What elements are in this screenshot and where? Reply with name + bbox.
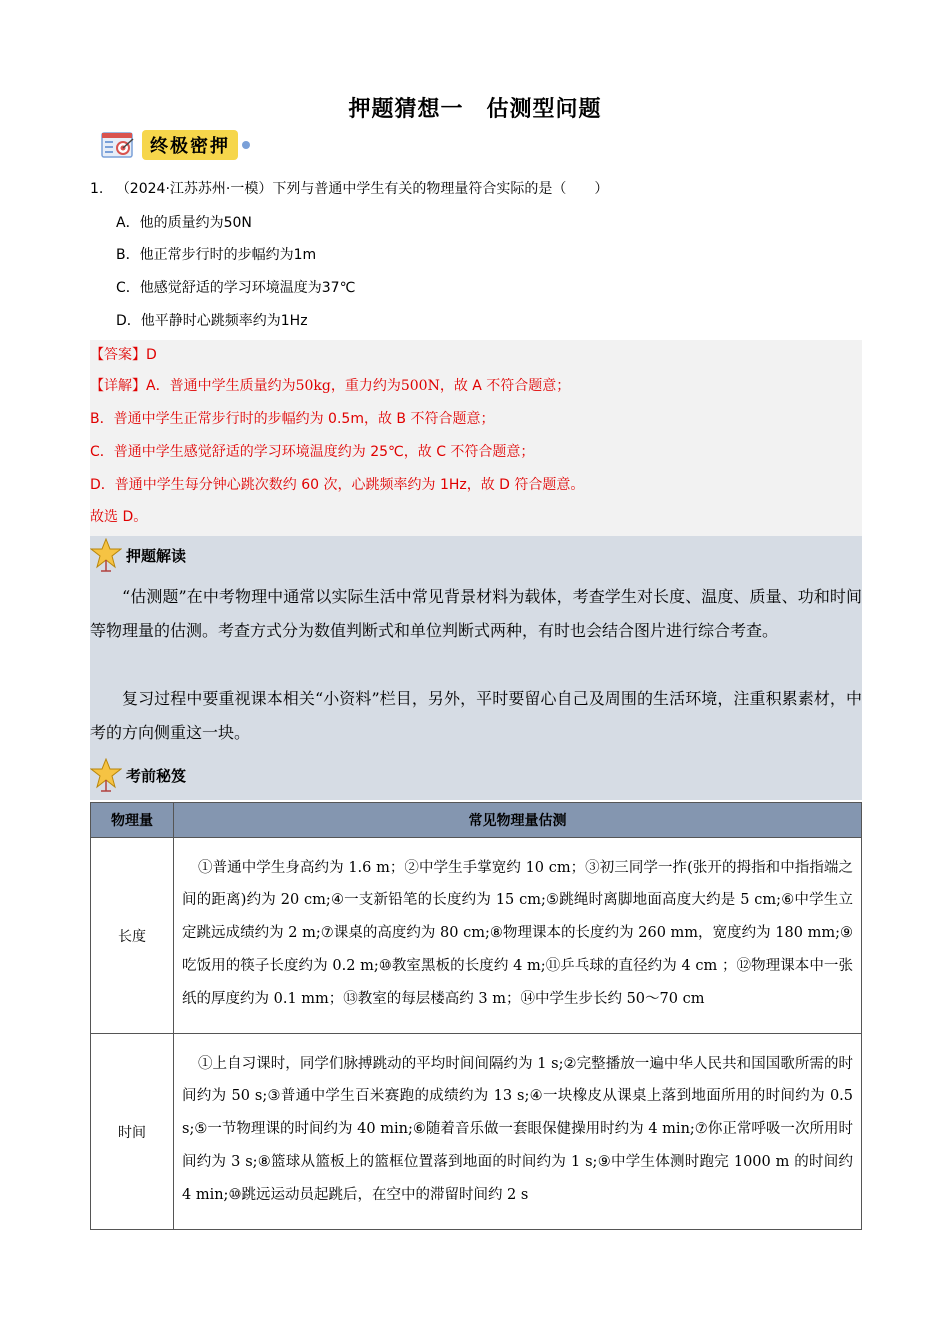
- header-quantity: 物理量: [91, 803, 174, 838]
- analysis-paragraph-1: “估测题”在中考物理中通常以实际生活中常见背景材料为载体，考查学生对长度、温度、质量、功和时间等物理量的估测。考查方式分为数值判断式和单位判断式两种，有时也会结合图片进行综合考查。: [90, 587, 862, 640]
- detail-mid: ，重力约为: [330, 378, 401, 394]
- option-b: B．他正常步行时的步幅约为1m: [116, 247, 317, 263]
- detail-b: B．普通中学生正常步行时的步幅约为 0.5m，故 B 不符合题意；: [90, 411, 495, 427]
- star-icon: [90, 758, 122, 792]
- question-number: 1.: [90, 181, 104, 197]
- analysis-section: [90, 536, 862, 800]
- header-estimates: 常见物理量估测: [174, 803, 862, 838]
- row-quantity: 长度: [91, 838, 174, 1034]
- target-board-icon: [100, 129, 136, 161]
- detail-c: C．普通中学生感觉舒适的学习环境温度约为 25℃，故 C 不符合题意；: [90, 444, 535, 460]
- row-estimates: ①普通中学生身高约为 1.6 m；②中学生手掌宽约 10 cm；③初三同学一拃(张开的拇指和中指指端之间的距离)约为 20 cm;④一支新铅笔的长度约为 15 cm;⑤跳绳时离脚地面高度大约是 5 cm;⑥中学生立定跳远成绩约为 2 m;⑦课桌的高度约为 80 cm;⑧物理课本的长度约为 260 mm，宽度约为 180 mm;⑨吃饭用的筷子长度约为 0.2 m;⑩教室黑板的长度约 4 m;⑪乒乓球的直径约为 4 cm ；⑫物理课本中一张纸的厚度约为 0.1 mm；⑬教室的每层楼高约 3 m；⑭中学生步长约 50～70 cm: [174, 838, 862, 1034]
- row-quantity: 时间: [91, 1034, 174, 1230]
- option-c: C．他感觉舒适的学习环境温度为37℃: [116, 280, 356, 296]
- detail-prefix: 【详解】A．普通中学生质量约为: [90, 378, 296, 394]
- tips-header: [90, 758, 186, 792]
- question-stem: [90, 178, 608, 198]
- analysis-paragraph-2: 复习过程中要重视课本相关“小资料”栏目，另外，平时要留心自己及周围的生活环境，注重积累素材，中考的方向侧重这一块。: [90, 689, 862, 742]
- answer-section: [90, 340, 862, 536]
- star-icon: [90, 538, 122, 572]
- detail-suffix: ，故 A 不符合题意；: [439, 378, 571, 394]
- estimation-table: [90, 802, 862, 1230]
- row-estimates: ①上自习课时，同学们脉搏跳动的平均时间间隔约为 1 s;②完整播放一遍中华人民共和国国歌所需的时间约为 50 s;③普通中学生百米赛跑的成绩约为 13 s;④一块橡皮从课桌上落到地面所用的时间约为 0.5 s;⑤一节物理课的时间约为 40 min;⑥随着音乐做一套眼保健操用时约为 4 min;⑦你正常呼吸一次所用时间约为 3 s;⑧篮球从篮板上的篮框位置落到地面的时间约为 1 s;⑨中学生体测时跑完 1000 m 的时间约 4 min;⑩跳远运动员起跳后，在空中的滞留时间约 2 s: [174, 1034, 862, 1230]
- conclusion: 故选 D。: [90, 509, 148, 525]
- table-row: [91, 838, 862, 1034]
- detail-weight: 500N: [400, 378, 440, 394]
- question-text: （2024·江苏苏州·一模）下列与普通中学生有关的物理量符合实际的是（ ）: [115, 181, 609, 197]
- table-header-row: [91, 803, 862, 838]
- detail-a: [90, 375, 570, 395]
- table-row: [91, 1034, 862, 1230]
- option-a: A．他的质量约为50N: [116, 215, 252, 231]
- banner-dot: [242, 141, 250, 149]
- detail-d: D．普通中学生每分钟心跳次数约 60 次，心跳频率约为 1Hz，故 D 符合题意。: [90, 477, 585, 493]
- detail-mass: 50kg: [295, 378, 331, 394]
- page-title: 押题猜想一 估测型问题: [348, 97, 602, 122]
- analysis-heading: 押题解读: [126, 546, 187, 565]
- answer-label: 【答案】D: [90, 347, 157, 363]
- analysis-header: [90, 538, 186, 572]
- tips-heading: 考前秘笈: [126, 766, 187, 785]
- banner-label: 终极密押: [142, 130, 238, 160]
- option-d: D．他平静时心跳频率约为1Hz: [116, 313, 308, 329]
- banner: [100, 128, 250, 162]
